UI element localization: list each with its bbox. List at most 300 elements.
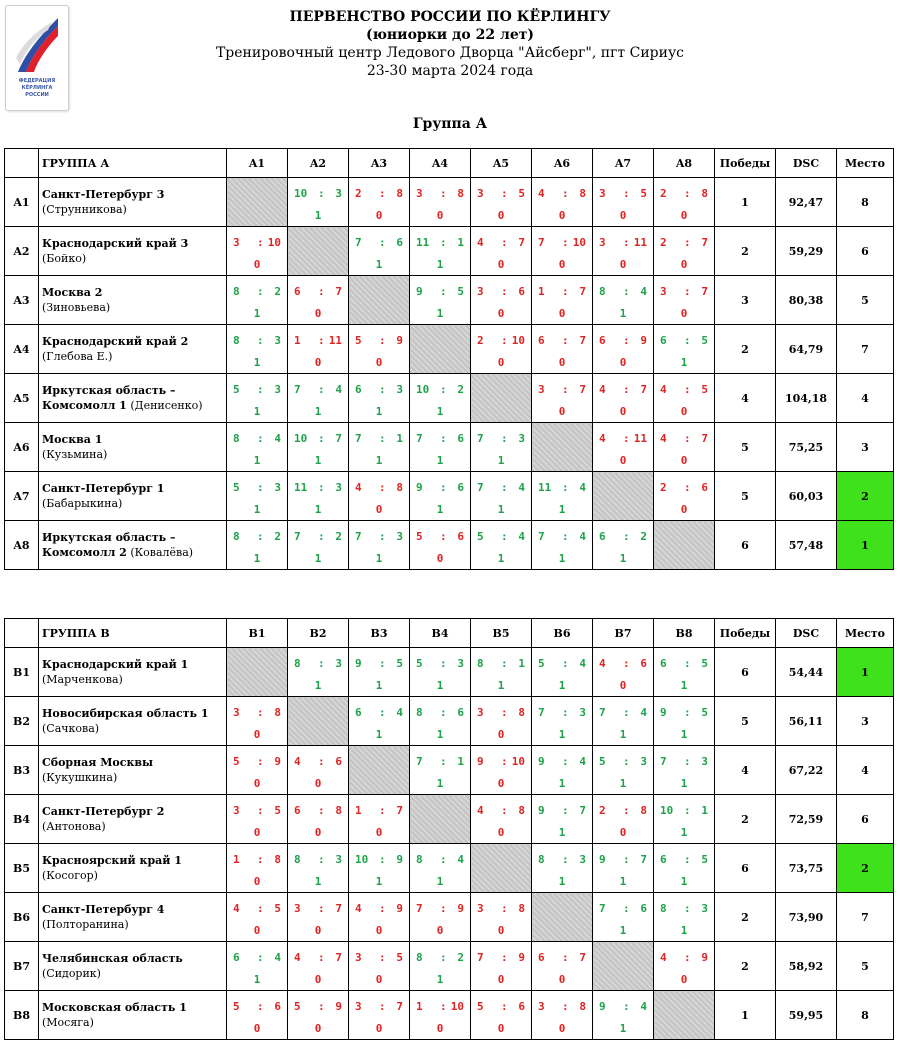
match-points: 0: [558, 307, 566, 320]
score-own: 4: [599, 657, 606, 670]
table-row: [5, 521, 894, 570]
score-separator: :: [562, 383, 569, 396]
score-own: 3: [355, 1000, 362, 1013]
match-points: 0: [314, 307, 322, 320]
column-header: B5: [471, 619, 532, 648]
score-opponent: 6: [274, 1000, 281, 1013]
score-separator: :: [440, 481, 447, 494]
score-own: 9: [355, 657, 362, 670]
score-own: 10: [294, 432, 308, 445]
match-points: 0: [314, 356, 322, 369]
score-cell: [654, 276, 715, 325]
score-separator: :: [440, 755, 447, 768]
score-cell: [227, 844, 288, 893]
dsc-value: 59,95: [776, 991, 837, 1040]
score-own: 5: [599, 755, 606, 768]
match-points: 0: [314, 973, 322, 986]
score-cell: [227, 472, 288, 521]
score-separator: :: [562, 187, 569, 200]
score-separator: :: [257, 804, 264, 817]
match-points: 0: [680, 405, 688, 418]
score-opponent: 7: [579, 804, 586, 817]
column-header: A5: [471, 149, 532, 178]
score-opponent: 8: [640, 804, 647, 817]
match-points: 1: [253, 405, 261, 418]
score-separator: :: [440, 236, 447, 249]
match-points: 0: [558, 973, 566, 986]
place-value: 7: [837, 325, 894, 374]
score-cell: [654, 893, 715, 942]
match-points: 1: [497, 454, 505, 467]
skip-name: (Струнникова): [42, 203, 127, 216]
team-name: Санкт-Петербург 4: [42, 903, 165, 916]
score-own: 7: [416, 755, 423, 768]
place-value: 7: [837, 893, 894, 942]
score-opponent: 2: [335, 530, 342, 543]
score-own: 7: [477, 432, 484, 445]
score-separator: :: [440, 285, 447, 298]
score-cell: [593, 795, 654, 844]
skip-name: (Бабарыкина): [42, 497, 123, 510]
score-opponent: 5: [518, 187, 525, 200]
match-points: 0: [375, 924, 383, 937]
score-separator: :: [623, 187, 630, 200]
score-separator: :: [623, 530, 630, 543]
score-separator: :: [440, 383, 447, 396]
score-own: 3: [233, 236, 240, 249]
score-own: 7: [599, 902, 606, 915]
team-name: Новосибирская область 1: [42, 707, 209, 720]
match-points: 1: [375, 405, 383, 418]
score-opponent: 5: [701, 706, 708, 719]
score-separator: :: [562, 804, 569, 817]
score-cell: [349, 844, 410, 893]
score-cell: [654, 374, 715, 423]
team-cell: [39, 991, 227, 1040]
match-points: 1: [619, 1022, 627, 1035]
match-points: 0: [619, 679, 627, 692]
score-separator: :: [440, 706, 447, 719]
match-points: 0: [436, 924, 444, 937]
table-row: [5, 991, 894, 1040]
score-separator: :: [318, 1000, 325, 1013]
score-cell: [288, 942, 349, 991]
score-opponent: 7: [335, 285, 342, 298]
score-own: 4: [660, 383, 667, 396]
score-own: 6: [355, 706, 362, 719]
match-points: 0: [314, 826, 322, 839]
dsc-value: 67,22: [776, 746, 837, 795]
skip-name: (Марченкова): [42, 673, 123, 686]
dsc-value: 60,03: [776, 472, 837, 521]
score-opponent: 6: [640, 902, 647, 915]
score-own: 3: [477, 902, 484, 915]
score-cell: [471, 648, 532, 697]
wins-value: 5: [715, 697, 776, 746]
score-cell: [288, 521, 349, 570]
row-code: A7: [5, 472, 39, 521]
skip-name: (Антонова): [42, 820, 106, 833]
score-cell: [349, 991, 410, 1040]
score-cell: [593, 178, 654, 227]
score-separator: :: [501, 755, 508, 768]
team-name: Сборная Москвы: [42, 756, 154, 769]
match-points: 1: [436, 728, 444, 741]
self-match-cell: [349, 746, 410, 795]
score-cell: [532, 795, 593, 844]
score-separator: :: [501, 902, 508, 915]
score-cell: [593, 521, 654, 570]
score-cell: [349, 648, 410, 697]
score-opponent: 8: [518, 804, 525, 817]
score-separator: :: [501, 187, 508, 200]
team-cell: [39, 746, 227, 795]
score-opponent: 7: [640, 853, 647, 866]
score-separator: :: [379, 804, 386, 817]
place-value: 3: [837, 697, 894, 746]
score-separator: :: [379, 187, 386, 200]
score-own: 6: [660, 853, 667, 866]
score-cell: [410, 991, 471, 1040]
wins-value: 6: [715, 648, 776, 697]
score-separator: :: [379, 432, 386, 445]
score-opponent: 3: [457, 657, 464, 670]
match-points: 0: [558, 258, 566, 271]
score-separator: :: [562, 530, 569, 543]
score-opponent: 7: [701, 236, 708, 249]
place-value: 4: [837, 374, 894, 423]
match-points: 0: [680, 973, 688, 986]
score-own: 7: [477, 481, 484, 494]
score-separator: :: [501, 530, 508, 543]
score-own: 2: [660, 236, 667, 249]
place-value: 1: [837, 521, 894, 570]
score-separator: :: [257, 951, 264, 964]
score-opponent: 3: [335, 481, 342, 494]
score-opponent: 4: [518, 481, 525, 494]
team-name: Москва 2: [42, 286, 103, 299]
score-separator: :: [318, 902, 325, 915]
row-code: B5: [5, 844, 39, 893]
score-opponent: 4: [640, 706, 647, 719]
match-points: 1: [436, 679, 444, 692]
score-opponent: 3: [579, 853, 586, 866]
score-separator: :: [501, 1000, 508, 1013]
column-header: B8: [654, 619, 715, 648]
score-opponent: 4: [640, 1000, 647, 1013]
place-value: 6: [837, 227, 894, 276]
score-cell: [410, 276, 471, 325]
score-own: 6: [233, 951, 240, 964]
score-separator: :: [379, 853, 386, 866]
match-points: 1: [314, 454, 322, 467]
score-own: 4: [355, 481, 362, 494]
team-cell: [39, 423, 227, 472]
score-own: 6: [660, 334, 667, 347]
score-cell: [532, 991, 593, 1040]
score-cell: [532, 521, 593, 570]
score-cell: [471, 521, 532, 570]
row-code: B2: [5, 697, 39, 746]
score-own: 8: [660, 902, 667, 915]
self-match-cell: [288, 227, 349, 276]
score-separator: :: [501, 334, 508, 347]
score-opponent: 7: [335, 902, 342, 915]
score-separator: :: [257, 383, 264, 396]
group-title: ГРУППА А: [39, 149, 227, 178]
dsc-value: 58,92: [776, 942, 837, 991]
wins-value: 5: [715, 423, 776, 472]
group-title: ГРУППА В: [39, 619, 227, 648]
score-own: 1: [233, 853, 240, 866]
score-cell: [410, 472, 471, 521]
score-separator: :: [623, 285, 630, 298]
score-own: 3: [294, 902, 301, 915]
score-own: 4: [599, 383, 606, 396]
wins-header: Победы: [715, 619, 776, 648]
score-own: 6: [660, 657, 667, 670]
score-separator: :: [501, 657, 508, 670]
score-cell: [471, 227, 532, 276]
table-row: [5, 942, 894, 991]
score-own: 3: [599, 187, 606, 200]
match-points: 1: [558, 777, 566, 790]
score-separator: :: [379, 706, 386, 719]
team-cell: [39, 521, 227, 570]
score-opponent: 7: [701, 285, 708, 298]
score-separator: :: [623, 432, 630, 445]
score-separator: :: [501, 285, 508, 298]
match-points: 1: [680, 679, 688, 692]
score-cell: [471, 178, 532, 227]
skip-name: (Зиновьева): [42, 301, 111, 314]
place-value: 2: [837, 472, 894, 521]
match-points: 0: [558, 1022, 566, 1035]
match-points: 1: [436, 973, 444, 986]
score-cell: [532, 178, 593, 227]
score-separator: :: [501, 236, 508, 249]
score-own: 7: [355, 236, 362, 249]
score-opponent: 5: [457, 285, 464, 298]
team-cell: [39, 472, 227, 521]
team-cell: [39, 648, 227, 697]
place-header: Место: [837, 619, 894, 648]
score-own: 7: [416, 902, 423, 915]
score-cell: [349, 697, 410, 746]
score-cell: [532, 472, 593, 521]
score-cell: [471, 472, 532, 521]
score-cell: [654, 746, 715, 795]
score-own: 5: [233, 481, 240, 494]
score-opponent: 6: [396, 236, 403, 249]
skip-name: (Мосяга): [42, 1016, 94, 1029]
score-cell: [227, 325, 288, 374]
score-opponent: 5: [396, 657, 403, 670]
score-cell: [410, 648, 471, 697]
score-own: 7: [599, 706, 606, 719]
match-points: 0: [375, 209, 383, 222]
dsc-value: 59,29: [776, 227, 837, 276]
score-separator: :: [257, 432, 264, 445]
match-points: 0: [436, 552, 444, 565]
score-separator: :: [501, 804, 508, 817]
match-points: 0: [314, 1022, 322, 1035]
score-cell: [532, 844, 593, 893]
match-points: 1: [680, 875, 688, 888]
skip-name: (Полторанина): [42, 918, 129, 931]
wins-value: 1: [715, 178, 776, 227]
match-points: 0: [680, 454, 688, 467]
score-own: 2: [660, 481, 667, 494]
column-header: B3: [349, 619, 410, 648]
skip-name: (Бойко): [42, 252, 87, 265]
score-own: 5: [416, 530, 423, 543]
section-subtitle: Группа А: [412, 116, 488, 132]
place-value: 3: [837, 423, 894, 472]
score-separator: :: [562, 236, 569, 249]
table-row: [5, 276, 894, 325]
score-own: 9: [538, 804, 545, 817]
score-own: 5: [233, 755, 240, 768]
score-opponent: 5: [701, 383, 708, 396]
score-own: 7: [294, 530, 301, 543]
score-separator: :: [562, 853, 569, 866]
match-points: 1: [619, 307, 627, 320]
dsc-value: 64,79: [776, 325, 837, 374]
score-opponent: 11: [328, 334, 342, 347]
score-separator: :: [257, 755, 264, 768]
team-name: Челябинская область: [42, 952, 183, 965]
score-opponent: 4: [579, 530, 586, 543]
score-opponent: 4: [579, 657, 586, 670]
score-cell: [471, 276, 532, 325]
score-separator: :: [623, 853, 630, 866]
score-opponent: 3: [396, 383, 403, 396]
team-name: Краснодарский край 2: [42, 335, 189, 348]
table-row: [5, 227, 894, 276]
score-separator: :: [257, 706, 264, 719]
score-cell: [654, 423, 715, 472]
score-own: 6: [355, 383, 362, 396]
match-points: 0: [680, 503, 688, 516]
score-separator: :: [379, 334, 386, 347]
row-code: A8: [5, 521, 39, 570]
score-own: 3: [355, 951, 362, 964]
score-opponent: 8: [579, 1000, 586, 1013]
score-cell: [410, 942, 471, 991]
score-separator: :: [440, 187, 447, 200]
score-opponent: 5: [701, 853, 708, 866]
score-opponent: 7: [701, 432, 708, 445]
score-own: 3: [477, 187, 484, 200]
dates-text: 23-30 марта 2024 года: [366, 63, 534, 79]
score-cell: [593, 227, 654, 276]
match-points: 0: [253, 826, 261, 839]
score-opponent: 4: [518, 530, 525, 543]
match-points: 0: [314, 777, 322, 790]
match-points: 1: [619, 924, 627, 937]
score-opponent: 3: [640, 755, 647, 768]
score-opponent: 7: [518, 236, 525, 249]
score-opponent: 10: [511, 334, 525, 347]
score-opponent: 6: [457, 432, 464, 445]
match-points: 0: [558, 356, 566, 369]
score-cell: [410, 893, 471, 942]
score-separator: :: [623, 236, 630, 249]
match-points: 1: [314, 209, 322, 222]
match-points: 1: [253, 454, 261, 467]
score-own: 11: [416, 236, 430, 249]
score-cell: [410, 374, 471, 423]
score-own: 9: [599, 853, 606, 866]
match-points: 0: [497, 924, 505, 937]
score-opponent: 7: [579, 383, 586, 396]
score-opponent: 5: [640, 187, 647, 200]
score-opponent: 9: [396, 334, 403, 347]
score-own: 9: [477, 755, 484, 768]
match-points: 0: [253, 777, 261, 790]
category-title: (юниорки до 22 лет): [365, 27, 535, 43]
score-own: 1: [355, 804, 362, 817]
score-cell: [227, 521, 288, 570]
table-row: [5, 423, 894, 472]
column-header: B4: [410, 619, 471, 648]
score-separator: :: [684, 755, 691, 768]
score-opponent: 3: [335, 187, 342, 200]
dsc-value: 92,47: [776, 178, 837, 227]
score-own: 5: [477, 1000, 484, 1013]
dsc-value: 80,38: [776, 276, 837, 325]
score-cell: [410, 423, 471, 472]
match-points: 0: [680, 258, 688, 271]
score-separator: :: [684, 236, 691, 249]
match-points: 0: [680, 307, 688, 320]
score-opponent: 2: [457, 383, 464, 396]
match-points: 1: [497, 503, 505, 516]
score-separator: :: [379, 530, 386, 543]
document-header: [0, 8, 900, 80]
score-separator: :: [379, 902, 386, 915]
team-name-line2: Комсомолл 2: [42, 546, 127, 559]
match-points: 1: [314, 679, 322, 692]
place-value: 5: [837, 942, 894, 991]
score-opponent: 2: [274, 530, 281, 543]
score-separator: :: [684, 951, 691, 964]
score-own: 7: [538, 236, 545, 249]
score-opponent: 8: [518, 902, 525, 915]
score-cell: [227, 276, 288, 325]
score-opponent: 11: [633, 432, 647, 445]
score-own: 7: [660, 755, 667, 768]
match-points: 0: [619, 356, 627, 369]
header-corner: [5, 149, 39, 178]
team-name: Иркутская область –: [42, 384, 176, 397]
score-opponent: 1: [457, 236, 464, 249]
score-cell: [227, 991, 288, 1040]
wins-value: 6: [715, 521, 776, 570]
score-own: 6: [599, 334, 606, 347]
score-cell: [410, 746, 471, 795]
score-separator: :: [684, 334, 691, 347]
score-own: 4: [477, 804, 484, 817]
score-cell: [349, 942, 410, 991]
match-points: 1: [375, 454, 383, 467]
column-header: A1: [227, 149, 288, 178]
score-separator: :: [440, 657, 447, 670]
team-name-line2: Комсомолл 1: [42, 399, 127, 412]
score-own: 4: [355, 902, 362, 915]
score-separator: :: [318, 657, 325, 670]
